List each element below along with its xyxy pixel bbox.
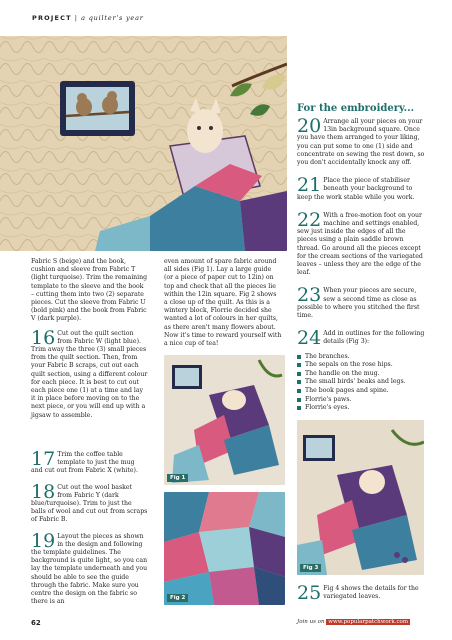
list-item: The small birds' beaks and legs.	[297, 378, 425, 387]
list-item: Florrie's eyes.	[297, 404, 425, 413]
list-item: The branches.	[297, 353, 425, 362]
column-1	[31, 258, 148, 426]
step-25	[297, 582, 425, 604]
step-text: When your pieces are secure, sew a second time as close as possible to where you stitched the first time.	[297, 287, 420, 320]
step-text: Cut out the wool basket from Fabric Y (dark blue/turquoise). Trim to just the balls of wool and cut out from scraps of Fabric B.	[31, 483, 148, 524]
step-17	[31, 448, 148, 476]
fig-1-label: Fig 1	[167, 474, 188, 482]
step-number: 18	[31, 480, 56, 503]
fig-3-photo	[297, 420, 424, 575]
step-24	[297, 327, 425, 350]
step-text: With a free-motion foot on your machine and settings enabled, sew just inside the edges of all the pieces using a plain saddle brown thread. Go around all the pieces except for the cream sections of the variegated leaves – unless they are the edge of the leaf.	[297, 211, 423, 277]
column-1-lower	[31, 448, 148, 612]
footer-url[interactable]: www.popularpatchwork.com	[328, 619, 409, 625]
col2-paragraph: even amount of spare fabric around all sides (Fig 1). Lay a large guide (or a piece of paper cut to 12in) on top and check that all the pieces lie within the 12in square. Fig 2 shows a close up of the quilt. As this is a wintery block, Florrie decided she wanted a lot of colours in her quilts, as there aren't many flowers about. Now it's time to reward yourself with a nice cup of tea!	[164, 258, 282, 348]
embroidery-heading: For the embroidery...	[297, 103, 415, 114]
fig-2-photo	[164, 492, 285, 605]
step-number: 17	[31, 448, 56, 470]
list-item: The handle on the mug.	[297, 370, 425, 379]
list-item: Florrie's paws.	[297, 396, 425, 405]
header-divider: |	[74, 14, 79, 22]
step-number: 16	[31, 326, 56, 349]
step-number: 25	[297, 582, 322, 604]
quilt-main-photo	[0, 36, 287, 251]
step-20	[297, 115, 425, 167]
step-text: Place the piece of stabiliser beneath your background to keep the work stable while you work.	[297, 177, 415, 201]
step-text: Fig 4 shows the details for the variegated leaves.	[323, 585, 419, 601]
step-text: Arrange all your pieces on your 13in background square. Once you have them arranged to your liking, you can put some to one (1) side and concentrate on sewing the rest down, so you don't accidentally knock any off.	[297, 118, 425, 167]
step-19	[31, 529, 148, 607]
step-23	[297, 284, 425, 320]
step-18	[31, 480, 148, 525]
step-22	[297, 208, 425, 278]
step-21	[297, 174, 425, 202]
step-text: Add in outlines for the following details (Fig 3):	[323, 330, 425, 346]
fig-1-photo	[164, 355, 285, 485]
step-number: 23	[297, 284, 322, 307]
series-title: a quilter's year	[81, 14, 144, 22]
list-item: The sepals on the rose hips.	[297, 361, 425, 370]
step-text: Cut out the quilt section from Fabric W (light blue). Trim away the three (3) small pieces from the quilt section. Then, from your Fabric B scraps, cut out each quilt section, using a different colour for each piece. It is best to cut out each piece one (1) at a time and lay it in place before moving on to the next piece, or you will end up with a jigsaw to assemble.	[31, 329, 148, 419]
footer-promo	[297, 619, 410, 625]
outline-details-list	[297, 353, 425, 413]
step-text: Layout the pieces as shown in the design and following the template guidelines. The background is quite light, so you can lay the template underneath and you should be able to see the guide through the fabric. Make sure you centre the design on the fabric so there is an	[31, 532, 148, 606]
page-number: 62	[31, 619, 41, 627]
column-2	[164, 258, 282, 354]
fig-3-label: Fig 3	[300, 564, 321, 572]
column-3	[297, 103, 425, 413]
step-number: 20	[297, 115, 322, 137]
footer-join-text: Join us on	[297, 619, 325, 625]
fig-2-label: Fig 2	[167, 594, 188, 602]
step-number: 22	[297, 208, 322, 231]
step-number: 24	[297, 327, 322, 350]
step-16	[31, 326, 148, 420]
list-item: The book pages and spine.	[297, 387, 425, 396]
running-header	[32, 14, 144, 22]
section-label: PROJECT	[32, 14, 72, 22]
intro-paragraph: Fabric S (beige) and the book, cushion and sleeve from Fabric T (light turquoise). Trim the remaining template to the sleeve and the book – cutting them into two (2) separate pieces. Cut the sleeve from Fabric U (bold pink) and the book from Fabric V (dark purple).	[31, 258, 148, 323]
step-number: 21	[297, 174, 322, 197]
step-text: Trim the coffee table template to just the mug and cut out from Fabric X (white).	[31, 451, 138, 475]
step-number: 19	[31, 529, 56, 552]
